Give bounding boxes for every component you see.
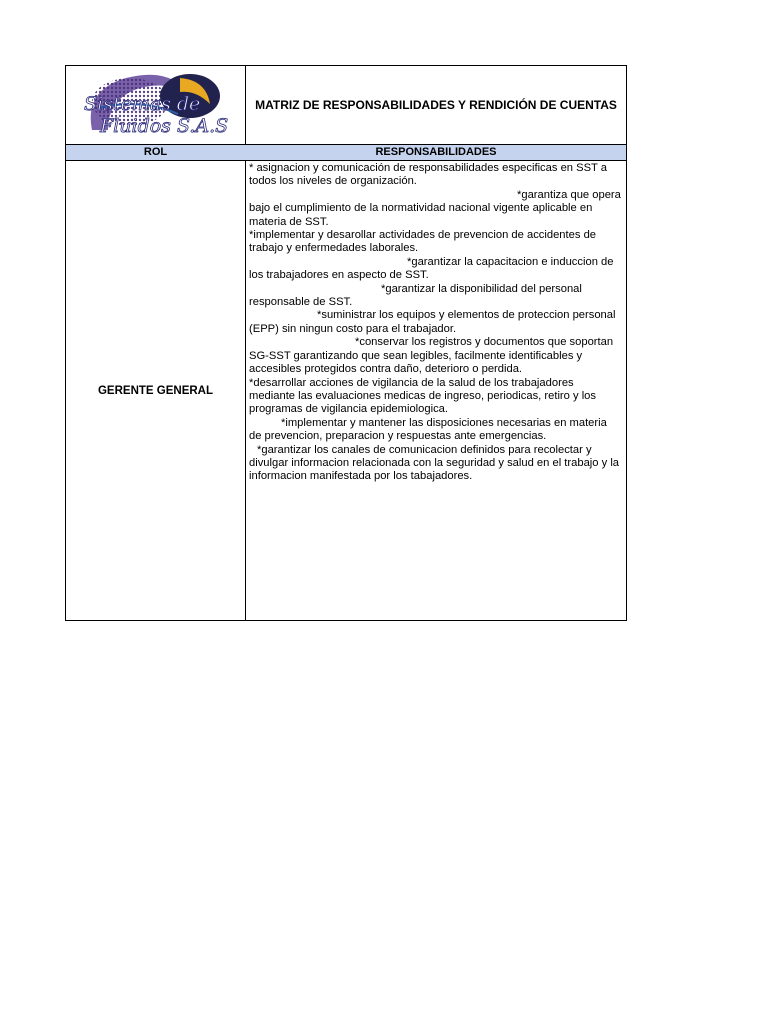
logo-cell: [66, 66, 245, 144]
header-responsabilidades: RESPONSABILIDADES: [375, 146, 497, 158]
responsibilities-cell: [246, 162, 625, 618]
responsibility-item: *implementar y desarollar actividades de prevencion de accidentes de trabajo y enfermedades laborales.: [249, 229, 597, 255]
responsibility-item: *suministrar los equipos y elementos de proteccion personal (EPP) sin ningun costo para el trabajador.: [249, 309, 616, 335]
responsibility-item: *implementar y mantener las disposiciones necesarias en materia de prevencion, preparacion y respuestas ante emergencias.: [249, 416, 607, 443]
responsibility-item: *conservar los registros y documentos que soportan SG-SST garantizando que sean legibles, facilmente identificables y accesibles protegidos contra daño, deterioro o perdida.: [249, 336, 614, 376]
responsibility-item: *desarrollar acciones de vigilancia de la salud de los trabajadores mediante las evaluaciones medicas de ingreso, periodicas, retiro y los programas de vigilancia epidemiologica.: [249, 376, 596, 416]
responsibility-matrix-table: [65, 65, 627, 621]
responsibility-item: *garantizar la capacitacion e induccion de los trabajadores en aspecto de SST.: [249, 255, 614, 282]
responsibility-item: *garantizar la disponibilidad del personal responsable de SST.: [249, 282, 582, 309]
table-header-row: [66, 144, 626, 161]
responsibility-item: * asignacion y comunicación de responsabilidades especificas en SST a todos los niveles de organización.: [249, 162, 608, 188]
responsibility-item: *garantizar los canales de comunicacion definidos para recolectar y divulgar informacion relacionada con la seguridad y salud en el trabajo y la informacion manifestada por los tabajadores.: [249, 443, 620, 483]
responsibility-item: *garantiza que opera bajo el cumplimiento de la normatividad nacional vigente aplicable en materia de SST.: [249, 188, 621, 228]
logo-text-line1: Sistemas de: [84, 93, 201, 115]
header-rol: ROL: [143, 146, 168, 158]
company-logo: [78, 70, 228, 140]
role-name: GERENTE GENERAL: [97, 384, 213, 397]
logo-text-line2: Fluidos S.A.S: [100, 115, 228, 137]
document-title: MATRIZ DE RESPONSABILIDADES Y RENDICIÓN DE CUENTAS: [255, 98, 617, 112]
